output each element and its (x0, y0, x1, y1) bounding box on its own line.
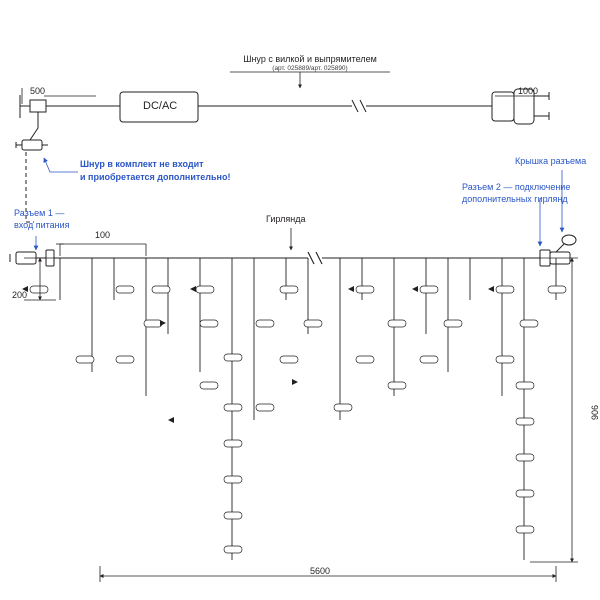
power-cord-article: (арт. 025889/арт. 025890) (272, 65, 348, 72)
led-direction-arrows (22, 286, 494, 423)
connector1-line1: Разъем 1 — (14, 208, 65, 218)
connector2-line1: Разъем 2 — подключение (462, 182, 571, 192)
connector1-line2: вход питания (14, 220, 70, 230)
connector2-line2: дополнительных гирлянд (462, 194, 568, 204)
dcac-box-label: DC/AC (143, 100, 178, 112)
cord-title-leader (230, 72, 390, 88)
dim-100-line (56, 244, 146, 256)
dim-906-label: 906 (590, 404, 600, 420)
led-capsules (30, 286, 566, 553)
garland-main-wire (54, 252, 540, 264)
dim-100-label: 100 (95, 230, 111, 240)
note-cord-line1: Шнур в комплект не входит (80, 159, 204, 169)
garland-label: Гирлянда (266, 214, 306, 224)
drop-strands (60, 258, 556, 560)
dim-500-label: 500 (30, 86, 46, 96)
power-cord-assembly (20, 89, 549, 124)
note-cord-leader (44, 158, 78, 172)
cap-label: Крышка разъема (515, 156, 587, 166)
dim-5600-label: 5600 (310, 566, 331, 576)
garland-end-connector (540, 235, 576, 266)
left-drop-wire (16, 112, 48, 150)
dim-1000-label: 1000 (518, 86, 539, 96)
power-cord-title: Шнур с вилкой и выпрямителем (243, 54, 377, 64)
dim-200-label: 200 (12, 290, 28, 300)
dim-906-line (530, 258, 578, 562)
note-cord-line2: и приобретается дополнительно! (80, 172, 231, 182)
